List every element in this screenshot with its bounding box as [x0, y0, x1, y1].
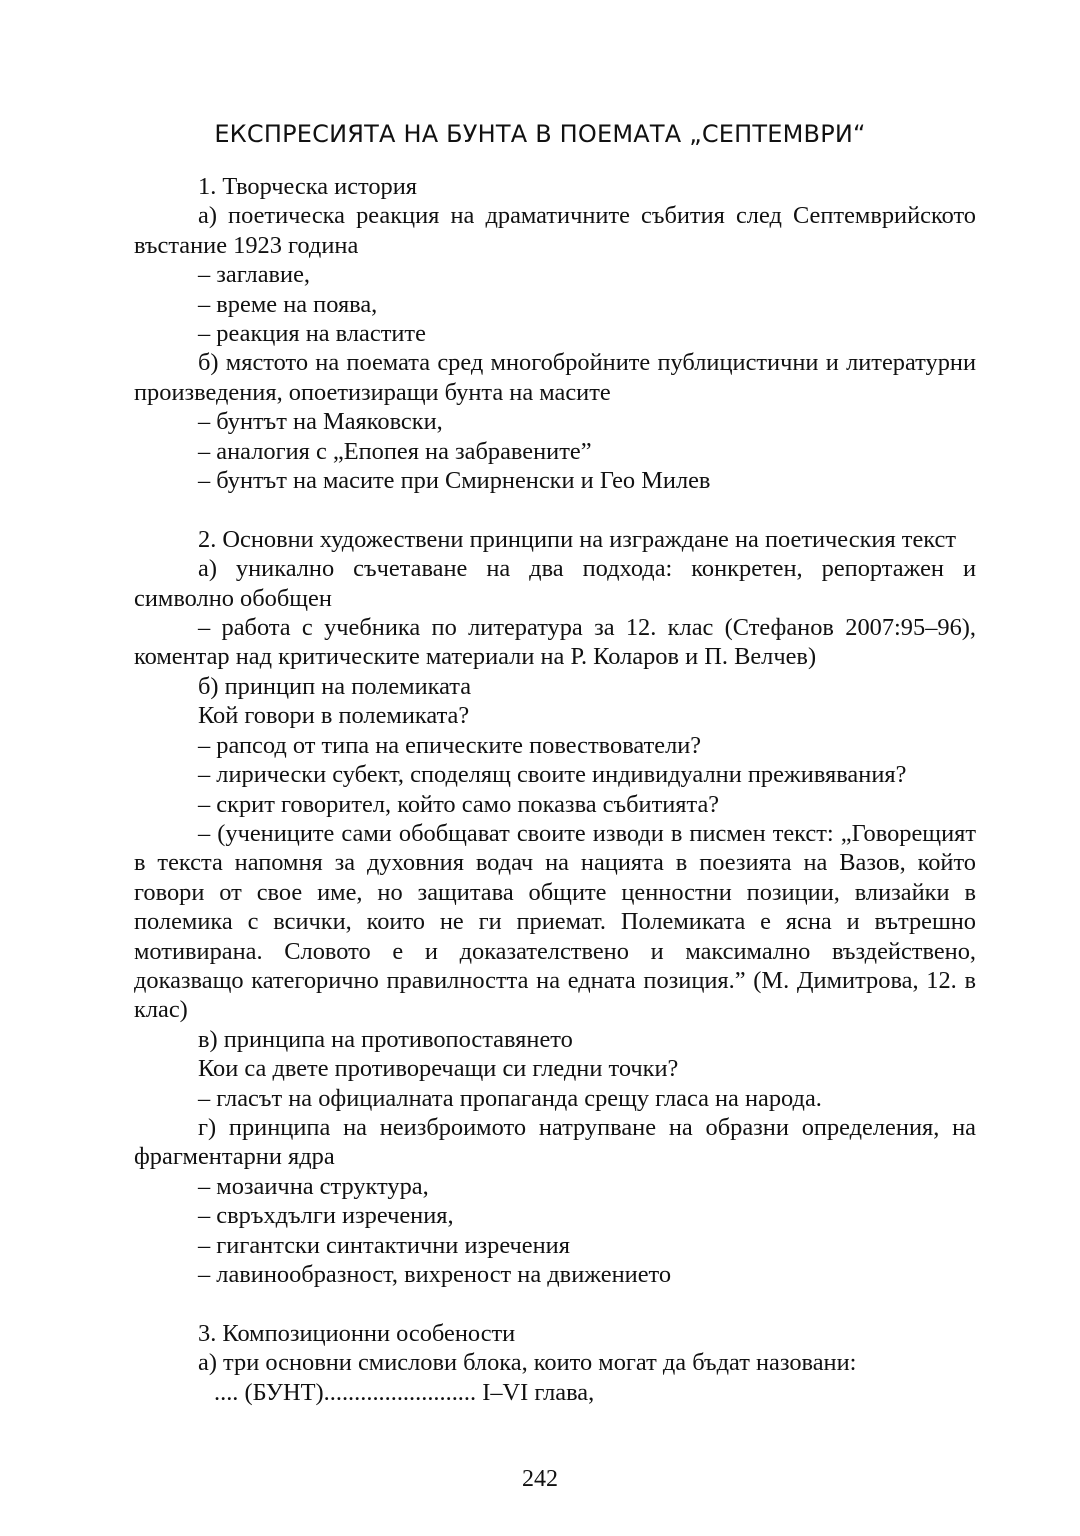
- paragraph: а) уникално съчетаване на два подхода: конкретен, репортажен и символно обобщен: [134, 555, 976, 612]
- list-item: – скрит говорител, който само показва събитията?: [198, 790, 720, 818]
- list-item: – бунтът на Маяковски,: [198, 408, 443, 436]
- paragraph: б) мястото на поемата сред многобройните публицистични и литературни произведения, опоетизиращи бунта на масите: [134, 349, 976, 406]
- section-heading-2: 2. Основни художествени принципи на изграждане на поетическия текст: [198, 525, 957, 553]
- paragraph: б) принцип на полемиката: [198, 672, 472, 700]
- paragraph: Кой говори в полемиката?: [198, 702, 470, 730]
- section-heading-1: 1. Творческа история: [198, 173, 418, 200]
- paragraph: а) поетическа реакция на драматичните събития след Септемврийското въстание 1923 година: [134, 202, 976, 259]
- paragraph: Кои са двете противоречащи си гледни точки?: [198, 1055, 679, 1083]
- list-item: – заглавие,: [198, 261, 311, 289]
- list-item: – гигантски синтактични изречения: [198, 1231, 570, 1259]
- paragraph: – работа с учебника по литература за 12. клас (Стефанов 2007:95–96), коментар над критическите материали на Р. Коларов и П. Велчев): [134, 614, 976, 671]
- list-item: – рапсод от типа на епическите повествователи?: [198, 731, 702, 759]
- page-number: 242: [522, 1466, 558, 1492]
- list-item: – време на поява,: [198, 290, 378, 318]
- page-title: ЕКСПРЕСИЯТА НА БУНТА В ПОЕМАТА „СЕПТЕМВРИ“: [214, 120, 866, 148]
- list-item: – мозаична структура,: [198, 1172, 429, 1200]
- list-item: – бунтът на масите при Смирненски и Гео Милев: [198, 467, 711, 495]
- list-item: – лавинообразност, вихреност на движението: [198, 1261, 672, 1289]
- list-item: – реакция на властите: [198, 320, 426, 348]
- paragraph: в) принципа на противопоставянето: [198, 1025, 573, 1053]
- section-heading-3: 3. Композиционни особености: [198, 1319, 516, 1347]
- list-item: – аналогия с „Епопея на забравените”: [198, 437, 592, 465]
- list-item: – гласът на официалната пропаганда срещу гласа на народа.: [198, 1084, 822, 1112]
- list-item: – лирически субект, споделящ своите индивидуални преживявания?: [198, 761, 907, 789]
- list-item: – свръхдълги изречения,: [198, 1202, 454, 1230]
- paragraph: .... (БУНТ)......................... I–VI глава,: [214, 1378, 595, 1406]
- document-body: [134, 172, 976, 1407]
- paragraph: – (учениците сами обобщават своите изводи в писмен текст: „Говорещият в текста напомня за духовния водач на нацията в поезията на Вазов, който говори от свое име, но защитава общите ценностни позиции, влизайки в полемика с всички, които не ги приемат. Полемиката е ясна и вътрешно мотивирана. Словото е и доказателствено и максимално въздействено, доказващо категорично правилността на едната позиция.” (М. Димитрова, 12. в клас): [134, 819, 976, 1024]
- spacer: [134, 1289, 976, 1318]
- spacer: [134, 495, 976, 524]
- paragraph: а) три основни смислови блока, които могат да бъдат назовани:: [198, 1349, 857, 1377]
- paragraph: г) принципа на неизброимото натрупване на образни определения, на фрагментарни ядра: [134, 1113, 976, 1171]
